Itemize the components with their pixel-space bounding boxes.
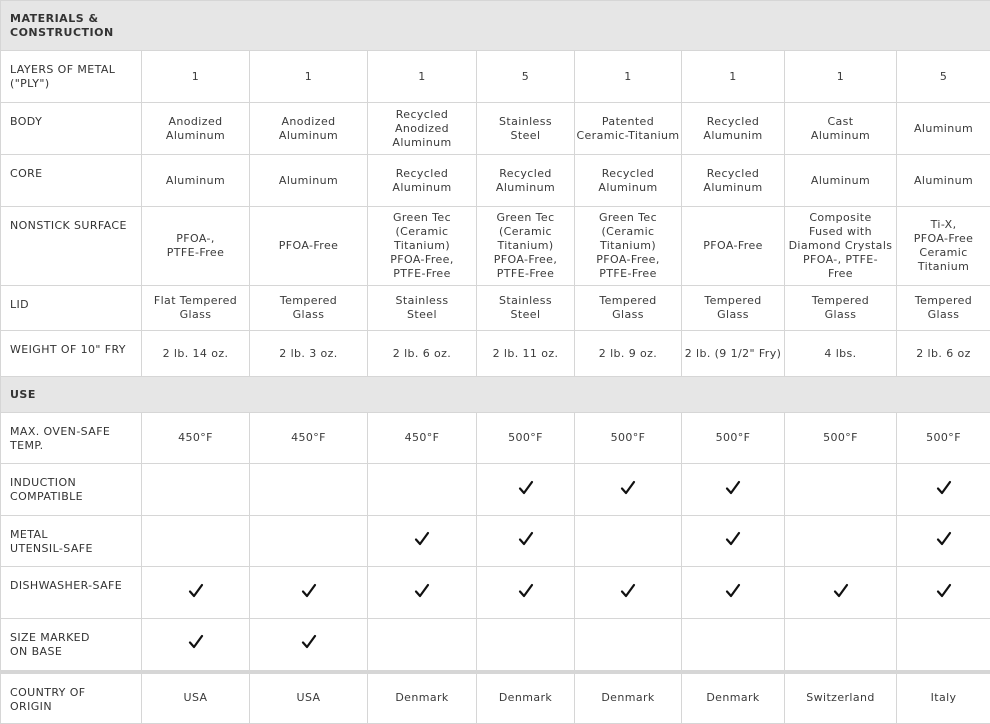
row-label: WEIGHT OF 10" FRY — [1, 331, 142, 377]
table-cell — [575, 567, 682, 619]
section-header-use — [1, 377, 990, 413]
row-label: LAYERS OF METAL ("PLY") — [1, 51, 142, 103]
row-induction — [1, 464, 990, 516]
table-cell: Green Tec (Ceramic Titanium) PFOA-Free, PTFE-Free — [575, 207, 682, 286]
table-cell: 500°F — [682, 413, 785, 464]
table-cell: 500°F — [897, 413, 990, 464]
table-cell: 2 lb. 6 oz — [897, 331, 990, 377]
table-cell — [477, 619, 575, 672]
table-cell — [142, 516, 250, 567]
table-cell: 1 — [250, 51, 368, 103]
table-cell — [477, 516, 575, 567]
table-cell: Green Tec (Ceramic Titanium) PFOA-Free, PTFE-Free — [477, 207, 575, 286]
checkmark-icon — [833, 583, 849, 599]
checkmark-icon — [414, 583, 430, 599]
row-oven — [1, 413, 990, 464]
row-label: BODY — [1, 103, 142, 155]
table-cell — [368, 567, 477, 619]
checkmark-icon — [188, 583, 204, 599]
row-label: DISHWASHER-SAFE — [1, 567, 142, 619]
table-cell: Stainless Steel — [368, 286, 477, 331]
table-cell: Composite Fused with Diamond Crystals PFOA-, PTFE- Free — [785, 207, 897, 286]
table-cell: 5 — [897, 51, 990, 103]
table-cell: 1 — [142, 51, 250, 103]
table-cell: Aluminum — [785, 155, 897, 207]
table-cell: Anodized Aluminum — [250, 103, 368, 155]
table-cell: 2 lb. 14 oz. — [142, 331, 250, 377]
table-cell: Tempered Glass — [682, 286, 785, 331]
table-cell — [250, 464, 368, 516]
table-cell: Aluminum — [250, 155, 368, 207]
table-cell: 4 lbs. — [785, 331, 897, 377]
table-cell — [368, 619, 477, 672]
table-cell: Recycled Aluminum — [682, 155, 785, 207]
table-cell: Italy — [897, 672, 990, 724]
table-cell — [785, 464, 897, 516]
table-cell: Cast Aluminum — [785, 103, 897, 155]
table-cell — [142, 464, 250, 516]
table-cell: 450°F — [250, 413, 368, 464]
table-cell — [575, 619, 682, 672]
row-label: COUNTRY OF ORIGIN — [1, 672, 142, 724]
table-cell: 1 — [368, 51, 477, 103]
row-ply — [1, 51, 990, 103]
row-dishwasher — [1, 567, 990, 619]
checkmark-icon — [188, 634, 204, 650]
row-nonstick — [1, 207, 990, 286]
table-cell: Recycled Aluminum — [368, 155, 477, 207]
table-cell: Recycled Aluminum — [477, 155, 575, 207]
table-cell — [897, 516, 990, 567]
table-cell — [897, 567, 990, 619]
table-cell: 500°F — [785, 413, 897, 464]
table-cell: 500°F — [477, 413, 575, 464]
table-cell: 2 lb. 3 oz. — [250, 331, 368, 377]
table-cell — [368, 516, 477, 567]
table-cell: 450°F — [142, 413, 250, 464]
table-cell: PFOA-, PTFE-Free — [142, 207, 250, 286]
checkmark-icon — [725, 531, 741, 547]
table-cell — [477, 464, 575, 516]
checkmark-icon — [725, 480, 741, 496]
checkmark-icon — [936, 583, 952, 599]
table-cell — [897, 464, 990, 516]
table-cell: Tempered Glass — [785, 286, 897, 331]
table-cell: Aluminum — [897, 155, 990, 207]
checkmark-icon — [301, 634, 317, 650]
table-cell — [142, 567, 250, 619]
table-cell — [142, 619, 250, 672]
table-cell: 2 lb. 11 oz. — [477, 331, 575, 377]
table-cell — [682, 619, 785, 672]
table-cell: Denmark — [575, 672, 682, 724]
table-cell: Recycled Anodized Aluminum — [368, 103, 477, 155]
table-cell — [785, 619, 897, 672]
table-cell: 1 — [785, 51, 897, 103]
row-label: METAL UTENSIL-SAFE — [1, 516, 142, 567]
table-cell: Tempered Glass — [250, 286, 368, 331]
table-cell: PFOA-Free — [250, 207, 368, 286]
table-cell — [575, 464, 682, 516]
table-cell: Stainless Steel — [477, 103, 575, 155]
checkmark-icon — [936, 531, 952, 547]
table-cell: Aluminum — [142, 155, 250, 207]
row-country — [1, 672, 990, 724]
row-weight — [1, 331, 990, 377]
table-cell: Denmark — [477, 672, 575, 724]
checkmark-icon — [518, 531, 534, 547]
section-title: MATERIALS & CONSTRUCTION — [1, 1, 990, 51]
table-cell: Anodized Aluminum — [142, 103, 250, 155]
row-size — [1, 619, 990, 672]
table-cell — [785, 567, 897, 619]
table-cell: 1 — [575, 51, 682, 103]
row-label: NONSTICK SURFACE — [1, 207, 142, 286]
row-label: LID — [1, 286, 142, 331]
checkmark-icon — [301, 583, 317, 599]
checkmark-icon — [620, 583, 636, 599]
table-cell — [785, 516, 897, 567]
table-cell — [897, 619, 990, 672]
table-cell — [477, 567, 575, 619]
table-cell: 2 lb. (9 1/2" Fry) — [682, 331, 785, 377]
table-cell: Recycled Aluminum — [575, 155, 682, 207]
checkmark-icon — [936, 480, 952, 496]
row-body — [1, 103, 990, 155]
table-cell: PFOA-Free — [682, 207, 785, 286]
table-cell — [682, 567, 785, 619]
section-header-materials — [1, 1, 990, 51]
checkmark-icon — [518, 583, 534, 599]
table-cell: Recycled Alumunim — [682, 103, 785, 155]
table-cell: Aluminum — [897, 103, 990, 155]
table-cell — [368, 464, 477, 516]
table-cell: Denmark — [368, 672, 477, 724]
checkmark-icon — [518, 480, 534, 496]
table-cell: Stainless Steel — [477, 286, 575, 331]
row-label: SIZE MARKED ON BASE — [1, 619, 142, 672]
table-cell: Green Tec (Ceramic Titanium) PFOA-Free, PTFE-Free — [368, 207, 477, 286]
table-cell: Tempered Glass — [897, 286, 990, 331]
table-cell: Patented Ceramic-Titanium — [575, 103, 682, 155]
table-cell: Switzerland — [785, 672, 897, 724]
row-label: INDUCTION COMPATIBLE — [1, 464, 142, 516]
table-cell: 5 — [477, 51, 575, 103]
table-cell: 2 lb. 6 oz. — [368, 331, 477, 377]
table-cell — [575, 516, 682, 567]
table-cell — [250, 619, 368, 672]
table-cell — [250, 567, 368, 619]
checkmark-icon — [725, 583, 741, 599]
row-label: CORE — [1, 155, 142, 207]
table-cell: 2 lb. 9 oz. — [575, 331, 682, 377]
checkmark-icon — [620, 480, 636, 496]
section-title: USE — [1, 377, 990, 413]
row-core — [1, 155, 990, 207]
table-cell — [250, 516, 368, 567]
table-cell: Ti-X, PFOA-Free Ceramic Titanium — [897, 207, 990, 286]
table-cell — [682, 516, 785, 567]
table-cell: Tempered Glass — [575, 286, 682, 331]
table-cell — [682, 464, 785, 516]
row-label: MAX. OVEN-SAFE TEMP. — [1, 413, 142, 464]
table-cell: USA — [250, 672, 368, 724]
table-cell: USA — [142, 672, 250, 724]
table-cell: Denmark — [682, 672, 785, 724]
table-cell: Flat Tempered Glass — [142, 286, 250, 331]
table-cell: 500°F — [575, 413, 682, 464]
row-utensil — [1, 516, 990, 567]
row-lid — [1, 286, 990, 331]
table-cell: 1 — [682, 51, 785, 103]
checkmark-icon — [414, 531, 430, 547]
table-cell: 450°F — [368, 413, 477, 464]
